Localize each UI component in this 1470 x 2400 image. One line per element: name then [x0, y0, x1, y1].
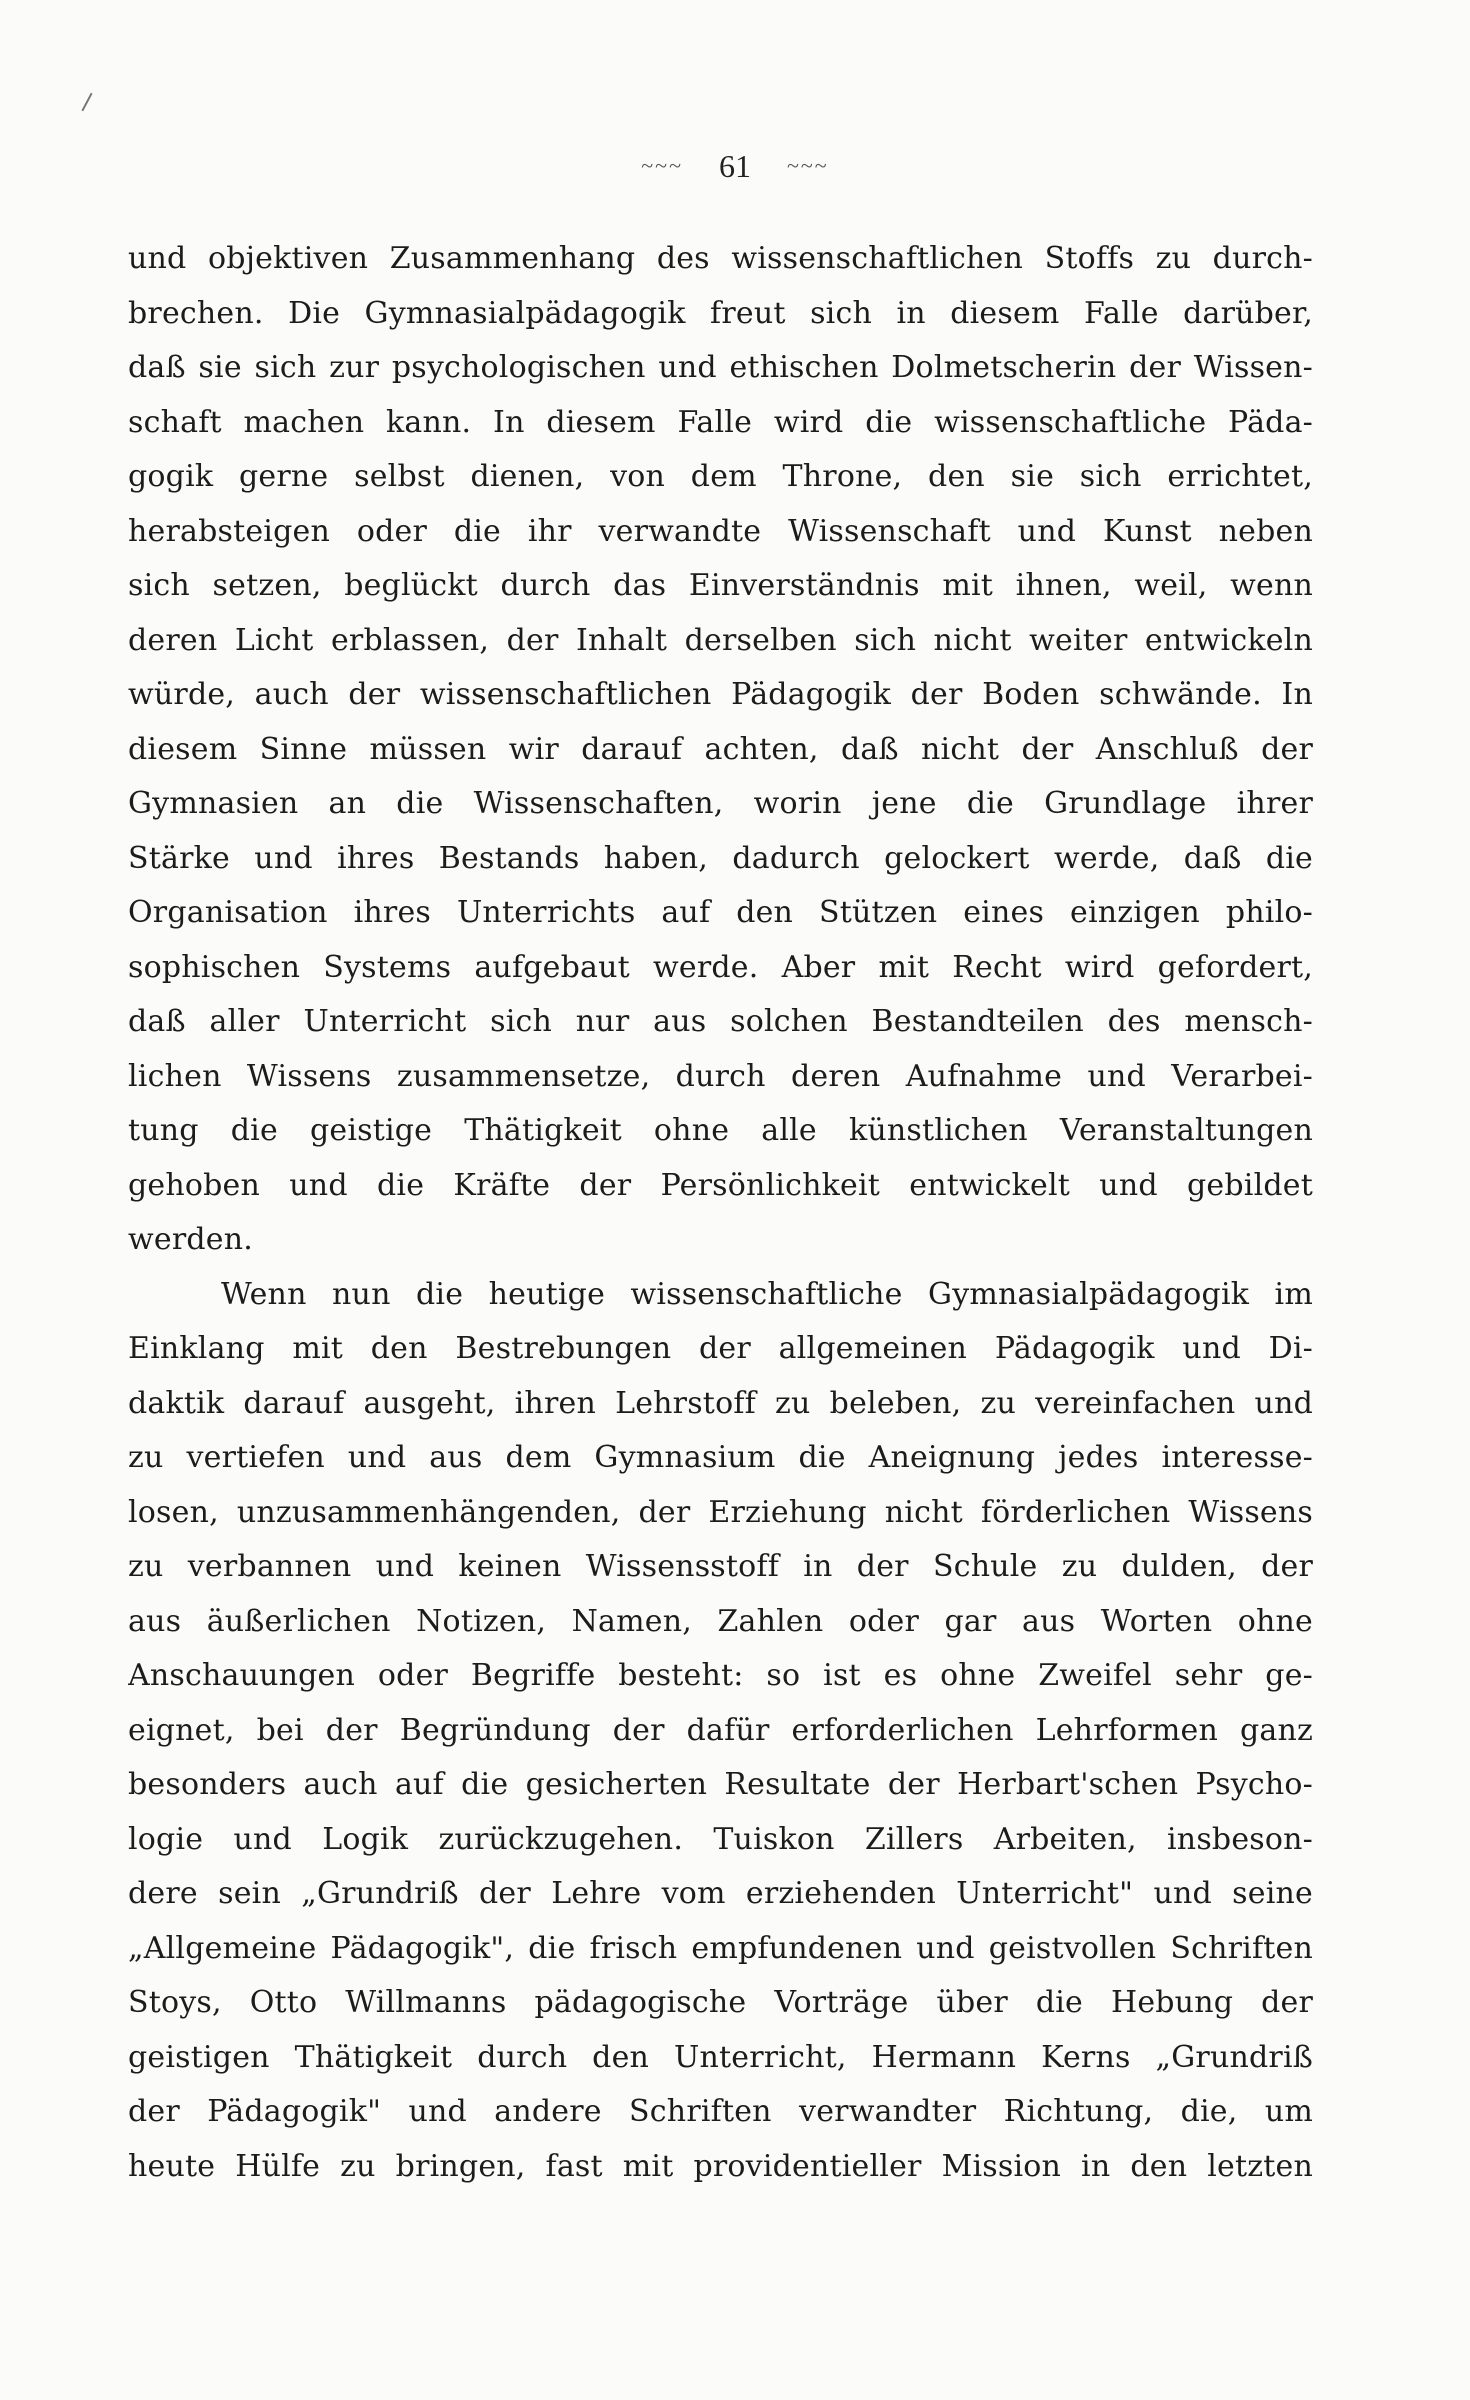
- text-line: logie und Logik zurückzugehen. Tuiskon Zillers Arbeiten, insbeson-: [128, 1821, 1313, 1857]
- text-line: tung die geistige Thätigkeit ohne alle künstlichen Veranstaltungen: [128, 1113, 1313, 1148]
- text-line: sich setzen, beglückt durch das Einverständnis mit ihnen, weil, wenn: [128, 568, 1313, 603]
- text-line: sophischen Systems aufgebaut werde. Aber mit Recht wird gefordert,: [128, 949, 1313, 985]
- header-ornament-right: ~~~: [787, 152, 829, 178]
- text-line: zu vertiefen und aus dem Gymnasium die Aneignung jedes interesse-: [128, 1440, 1313, 1475]
- text-line: „Allgemeine Pädagogik", die frisch empfundenen und geistvollen Schriften: [128, 1930, 1313, 1966]
- paragraph-1: [128, 232, 1313, 1268]
- text-line: losen, unzusammenhängenden, der Erziehung nicht förderlichen Wissens: [128, 1494, 1313, 1530]
- text-line: heute Hülfe zu bringen, fast mit providentieller Mission in den letzten: [128, 2148, 1313, 2184]
- stray-pencil-mark: [81, 93, 92, 112]
- text-line: geistigen Thätigkeit durch den Unterricht, Hermann Kerns „Grundriß: [128, 2039, 1313, 2075]
- body-text: [128, 232, 1313, 2194]
- text-line: eignet, bei der Begründung der dafür erforderlichen Lehrformen ganz: [128, 1712, 1313, 1748]
- text-line: daß aller Unterricht sich nur aus solchen Bestandteilen des mensch-: [128, 1004, 1313, 1039]
- text-line: Gymnasien an die Wissenschaften, worin jene die Grundlage ihrer: [128, 786, 1313, 821]
- text-line: Stoys, Otto Willmanns pädagogische Vorträge über die Hebung der: [128, 1985, 1313, 2020]
- text-line: zu verbannen und keinen Wissensstoff in der Schule zu dulden, der: [128, 1549, 1313, 1584]
- text-line: schaft machen kann. In diesem Falle wird die wissenschaftliche Päda-: [128, 404, 1313, 440]
- text-line: Anschauungen oder Begriffe besteht: so ist es ohne Zweifel sehr ge-: [128, 1658, 1313, 1693]
- text-line: würde, auch der wissenschaftlichen Pädagogik der Boden schwände. In: [128, 677, 1313, 712]
- header-ornament-left: ~~~: [641, 152, 683, 178]
- text-line: gehoben und die Kräfte der Persönlichkeit entwickelt und gebildet: [128, 1167, 1313, 1203]
- text-line: Einklang mit den Bestrebungen der allgemeinen Pädagogik und Di-: [128, 1331, 1313, 1366]
- page-number: 61: [719, 147, 751, 184]
- text-line: deren Licht erblassen, der Inhalt derselben sich nicht weiter entwickeln: [128, 622, 1313, 658]
- text-line: dere sein „Grundriß der Lehre vom erziehenden Unterricht" und seine: [128, 1876, 1313, 1911]
- text-line: lichen Wissens zusammensetze, durch deren Aufnahme und Verarbei-: [128, 1058, 1313, 1094]
- text-line: aus äußerlichen Notizen, Namen, Zahlen oder gar aus Worten ohne: [128, 1603, 1313, 1639]
- text-line: daktik darauf ausgeht, ihren Lehrstoff zu beleben, zu vereinfachen und: [128, 1385, 1313, 1421]
- text-line: gogik gerne selbst dienen, von dem Throne, den sie sich errichtet,: [128, 459, 1313, 494]
- text-line: und objektiven Zusammenhang des wissenschaftlichen Stoffs zu durch-: [128, 241, 1313, 276]
- text-line: brechen. Die Gymnasialpädagogik freut sich in diesem Falle darüber,: [128, 295, 1313, 331]
- text-line: daß sie sich zur psychologischen und ethischen Dolmetscherin der Wissen-: [128, 350, 1313, 385]
- text-line: diesem Sinne müssen wir darauf achten, daß nicht der Anschluß der: [128, 731, 1313, 767]
- text-line: werden.: [128, 1222, 253, 1257]
- page-header: [0, 142, 1470, 186]
- text-line: Stärke und ihres Bestands haben, dadurch gelockert werde, daß die: [128, 840, 1313, 876]
- paragraph-2: [128, 1268, 1313, 2195]
- text-line: Organisation ihres Unterrichts auf den Stützen eines einzigen philo-: [128, 895, 1313, 930]
- text-line: herabsteigen oder die ihr verwandte Wissenschaft und Kunst neben: [128, 513, 1313, 549]
- text-line: besonders auch auf die gesicherten Resultate der Herbart'schen Psycho-: [128, 1767, 1313, 1802]
- text-line: der Pädagogik" und andere Schriften verwandter Richtung, die, um: [128, 2094, 1313, 2129]
- text-line: Wenn nun die heutige wissenschaftliche Gymnasialpädagogik im: [221, 1276, 1313, 1312]
